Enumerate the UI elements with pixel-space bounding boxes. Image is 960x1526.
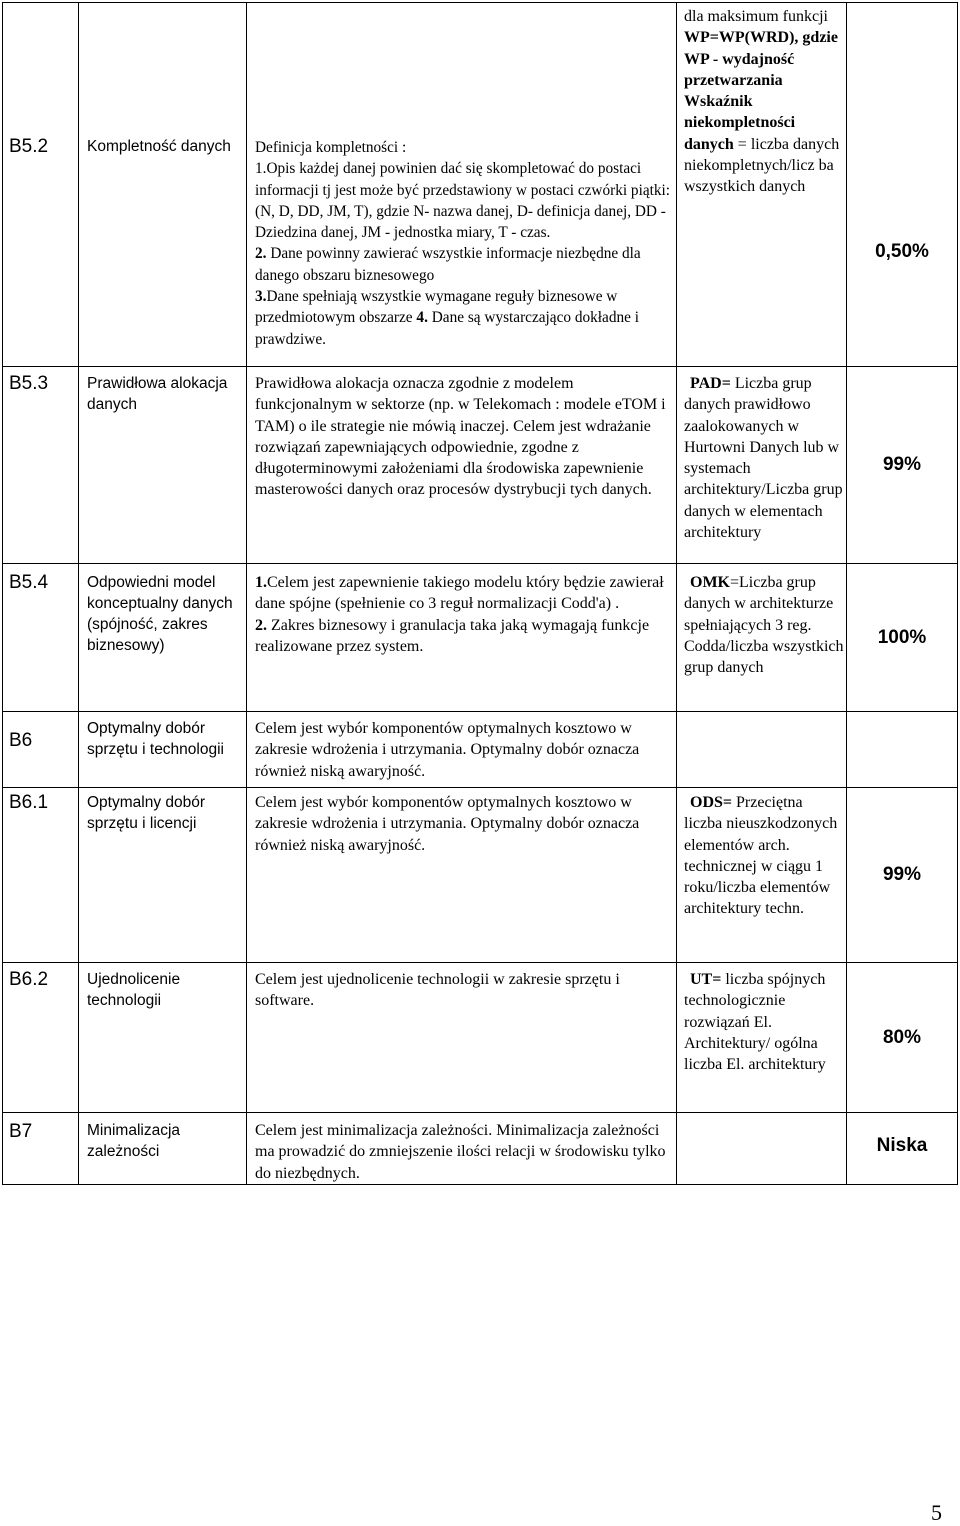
row-name: Minimalizacja zależności [79, 1113, 247, 1185]
row-id: B7 [3, 1113, 79, 1185]
row-description: Prawidłowa alokacja oznacza zgodnie z modelem funkcjonalnym w sektorze (np. w Telekomach : modele eTOM i TAM) o ile strategie nie mówią inaczej. Celem jest wdrażanie rozwiązań zapewniających odpowiednie, zgodne z długoterminowymi założeniami dla środowiska zapewnienie masterowości danych oraz procesów dystrybucji tych danych. [247, 367, 677, 564]
row-indicator: UT= liczba spójnych technologicznie rozwiązań El. Architektury/ ogólna liczba El. architektury [677, 963, 847, 1113]
row-name: Odpowiedni model konceptualny danych (spójność, zakres biznesowy) [79, 564, 247, 712]
row-indicator: ODS= Przeciętna liczba nieuszkodzonych elementów arch. technicznej w ciągu 1 roku/liczba elementów architektury techn. [677, 788, 847, 963]
requirements-table [2, 2, 958, 1185]
row-indicator: OMK=Liczba grup danych w architekturze spełniających 3 reg. Codda/liczba wszystkich grup danych [677, 564, 847, 712]
indicator-wp-formula: WP=WP(WRD), gdzie WP - wydajność przetwarzania [684, 29, 838, 89]
row-indicator [677, 712, 847, 788]
row-name: Prawidłowa alokacja danych [79, 367, 247, 564]
table-row [3, 1113, 958, 1185]
table-row [3, 788, 958, 963]
row-id: B6.1 [3, 788, 79, 963]
row-indicator [677, 1113, 847, 1185]
row-name: Optymalny dobór sprzętu i technologii [79, 712, 247, 788]
row-id: B5.4 [3, 564, 79, 712]
row-description [247, 3, 677, 367]
row-description: Celem jest ujednolicenie technologii w zakresie sprzętu i software. [247, 963, 677, 1113]
row-description: Celem jest wybór komponentów optymalnych kosztowo w zakresie wdrożenia i utrzymania. Optymalny dobór oznacza również niską awaryjność. [247, 712, 677, 788]
row-name: Ujednolicenie technologii [79, 963, 247, 1113]
definition-heading: Definicja kompletności : [255, 139, 407, 156]
definition-point-1: 1.Opis każdej danej powinien dać się skompletować do postaci informacji tj jest może być przedstawiony w postaci czwórki piątki: (N, D, DD, JM, T), gdzie N- nazwa danej, D- definicja danej, DD - Dziedzina danej, JM - jednostka miary, T - czas. [255, 160, 671, 242]
page-number: 5 [931, 1500, 942, 1525]
table-row [3, 963, 958, 1113]
row-value: 80% [847, 963, 958, 1113]
row-value: 99% [847, 788, 958, 963]
row-value: 100% [847, 564, 958, 712]
row-id: B5.2 [3, 3, 79, 367]
row-indicator [677, 3, 847, 367]
row-description: Celem jest minimalizacja zależności. Minimalizacja zależności ma prowadzić do zmniejszenie ilości relacji w środowisku tylko do niezbędnych. [247, 1113, 677, 1185]
row-name: Optymalny dobór sprzętu i licencji [79, 788, 247, 963]
row-id: B5.3 [3, 367, 79, 564]
row-description: 1.Celem jest zapewnienie takiego modelu który będzie zawierał dane spójne (spełnienie co 3 reguł normalizacji Codd'a) . 2. Zakres biznesowy i granulacja taka jaką wymagają funkcje realizowane przez system. [247, 564, 677, 712]
row-value: 0,50% [847, 3, 958, 367]
table-row [3, 564, 958, 712]
definition-point-3: 3.Dane spełniają wszystkie wymagane reguły biznesowe w przedmiotowym obszarze 4. Dane są wystarczająco dokładne i prawdziwe. [255, 288, 639, 348]
row-description: Celem jest wybór komponentów optymalnych kosztowo w zakresie wdrożenia i utrzymania. Optymalny dobór oznacza również niską awaryjność. [247, 788, 677, 963]
row-id: B6.2 [3, 963, 79, 1113]
row-value: Niska [847, 1113, 958, 1185]
row-value: 99% [847, 367, 958, 564]
indicator-formula: Wskaźnik niekompletności danych = liczba danych niekompletnych/licz ba wszystkich danych [684, 93, 840, 196]
row-indicator: PAD= Liczba grup danych prawidłowo zaalokowanych w Hurtowni Danych lub w systemach architektury/Liczba grup danych w elementach architektury [677, 367, 847, 564]
row-id: B6 [3, 712, 79, 788]
table-row [3, 3, 958, 367]
definition-point-2: 2. Dane powinny zawierać wszystkie informacje niezbędne dla danego obszaru biznesowego [255, 245, 641, 284]
table-row [3, 367, 958, 564]
row-value [847, 712, 958, 788]
table-row [3, 712, 958, 788]
indicator-top-text: dla maksimum funkcji [684, 8, 828, 25]
row-name: Kompletność danych [79, 3, 247, 367]
